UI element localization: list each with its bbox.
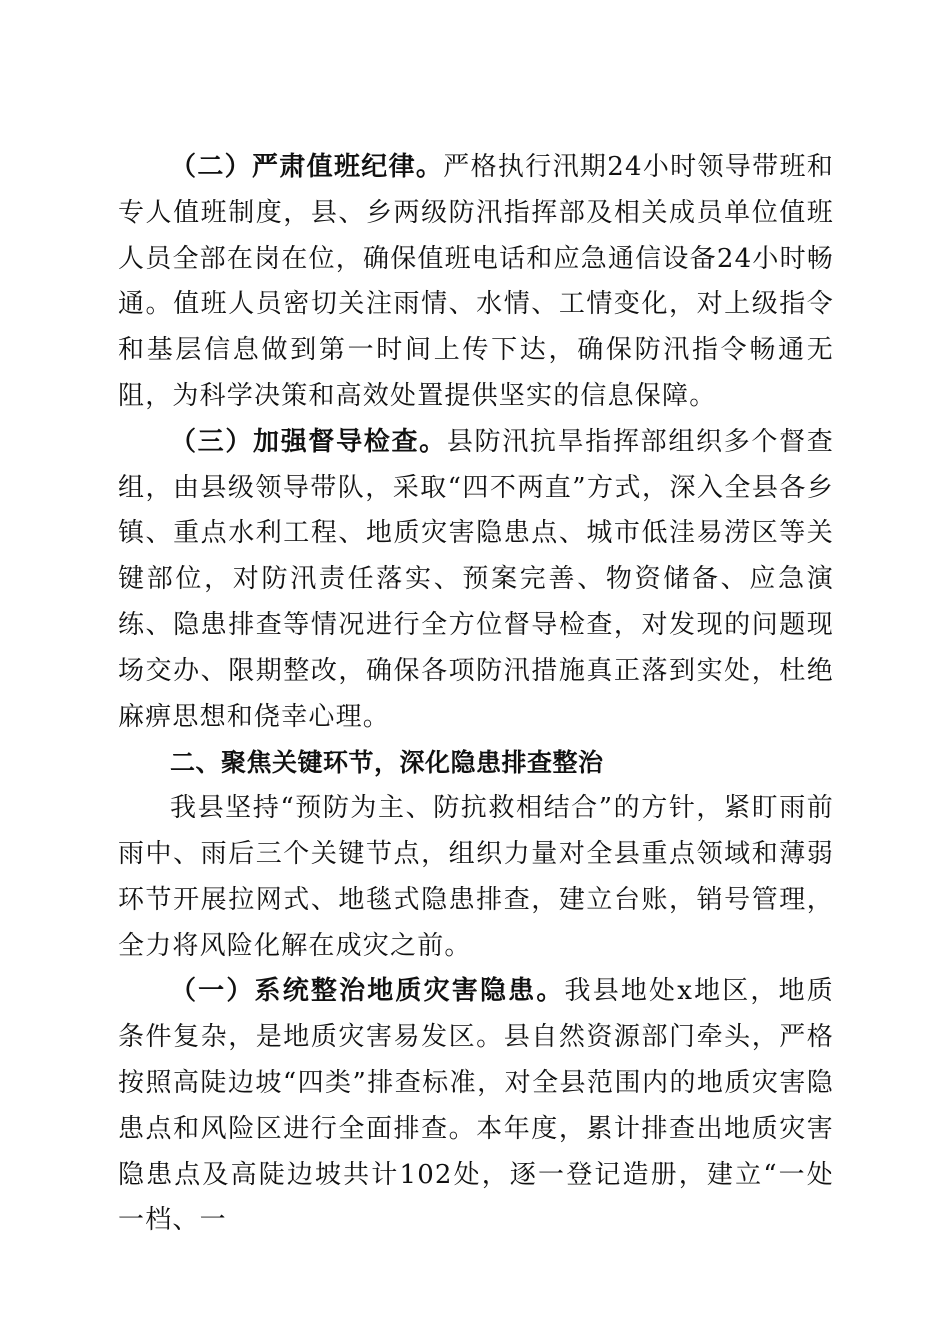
paragraph-supervision [118,420,834,741]
paragraph-text: 严格执行汛期24小时领导带班和专人值班制度，县、乡两级防汛指挥部及相关成员单位值班人员全部在岗在位，确保值班电话和应急通信设备24小时畅通。值班人员密切关注雨情、水情、工情变化，对上级指令和基层信息做到第一时间上传下达，确保防汛指令畅通无阻，为科学决策和高效处置提供坚实的信息保障。 [118,152,834,411]
paragraph-duty-discipline [118,145,834,420]
paragraph-text: 县防汛抗旱指挥部组织多个督查组，由县级领导带队，采取“四不两直”方式，深入全县各乡镇、重点水利工程、地质灾害隐患点、城市低洼易涝区等关键部位，对防汛责任落实、预案完善、物资储备、应急演练、隐患排查等情况进行全方位督导检查，对发现的问题现场交办、限期整改，确保各项防汛措施真正落到实处，杜绝麻痹思想和侥幸心理。 [118,426,834,732]
paragraph-lead: （二）严肃值班纪律。 [170,152,444,182]
paragraph-text: 我县地处x地区，地质条件复杂，是地质灾害易发区。县自然资源部门牵头，严格按照高陡边坡“四类”排查标准，对全县范围内的地质灾害隐患点和风险区进行全面排查。本年度，累计排查出地质灾害隐患点及高陡边坡共计102处，逐一登记造册，建立“一处一档、一 [118,976,834,1236]
section-intro-paragraph: 我县坚持“预防为主、防抗救相结合”的方针，紧盯雨前雨中、雨后三个关键节点，组织力量对全县重点领域和薄弱环节开展拉网式、地毯式隐患排查，建立台账，销号管理，全力将风险化解在成灾之前。 [118,793,834,961]
paragraph-geological-hazards [118,969,834,1244]
paragraph-lead: （三）加强督导检查。 [170,426,447,457]
document-body [118,145,834,1244]
paragraph-lead: （一）系统整治地质灾害隐患。 [170,976,565,1007]
section-heading: 二、聚焦关键环节，深化隐患排查整治 [170,748,604,778]
